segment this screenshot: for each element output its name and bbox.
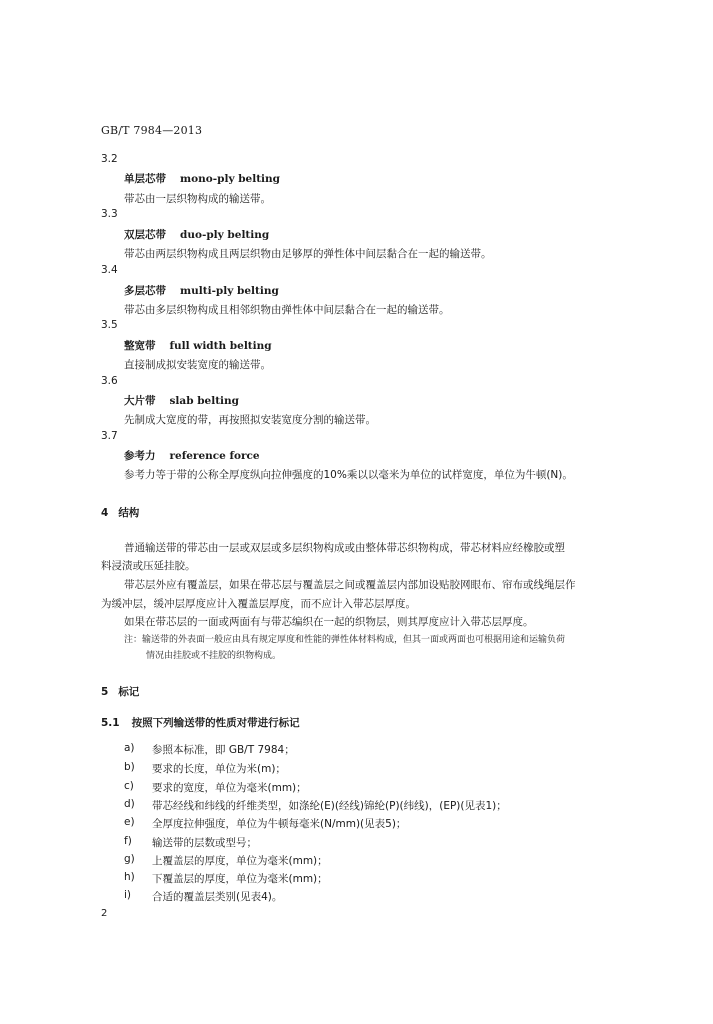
list-item [124,889,684,903]
paragraph-line: 料浸渍或压延挂胶。 [101,560,196,572]
term-chinese: 整宽带 [124,340,156,352]
term-english: full width belting [169,340,272,352]
list-item [124,742,684,756]
list-text: 参照本标准，即 GB/T 7984； [152,744,295,756]
clause-number: 3.2 [101,153,118,165]
clause-number: 3.7 [101,430,118,442]
term-chinese: 多层芯带 [124,285,166,297]
term-chinese: 参考力 [124,450,156,462]
term-entry [124,171,280,186]
subsection-title: 按照下列输送带的性质对带进行标记 [131,717,300,729]
term-english: mono-ply belting [180,173,281,185]
term-chinese: 单层芯带 [124,173,166,185]
paragraph-line: 如果在带芯层的一面或两面有与带芯编织在一起的织物层，则其厚度应计入带芯层厚度。 [124,616,534,628]
paragraph-line: 为缓冲层，缓冲层厚度应计入覆盖层厚度，而不应计入带芯层厚度。 [101,598,416,610]
list-marker: b) [124,761,135,773]
paragraph-line: 带芯层外应有覆盖层，如果在带芯层与覆盖层之间或覆盖层内部加设贴胶网眼布、帘布或线绳层作 [124,579,576,591]
term-entry [124,448,260,463]
list-item [124,780,684,794]
note-line: 情况由挂胶或不挂胶的织物构成。 [146,651,282,661]
list-text: 全厚度拉伸强度，单位为牛顿每毫米(N/mm)(见表5)； [152,818,407,830]
clause-number: 3.4 [101,264,118,276]
list-marker: a) [124,742,135,754]
term-chinese: 大片带 [124,395,156,407]
list-item [124,853,684,867]
list-marker: i) [124,889,132,901]
list-marker: g) [124,853,135,865]
subsection-number: 5.1 [101,717,120,729]
term-definition: 参考力等于带的公称全厚度纵向拉伸强度的10%乘以以毫米为单位的试样宽度，单位为牛顿(N)。 [124,469,573,481]
page-number: 2 [101,908,108,919]
term-entry [124,393,239,408]
section-heading [101,505,139,520]
section-title: 结构 [118,507,140,519]
list-item [124,761,684,775]
list-text: 带芯经线和纬线的纤维类型，如涤纶(E)(经线)锦纶(P)(纬线)，(EP)(见表1)； [152,800,507,812]
clause-number: 3.6 [101,375,118,387]
list-marker: d) [124,798,135,810]
term-definition: 先制成大宽度的带，再按照拟安装宽度分割的输送带。 [124,414,376,426]
document-id: GB/T 7984—2013 [101,124,203,137]
section-heading [101,684,139,699]
section-number: 5 [101,686,109,698]
list-item [124,871,684,885]
term-definition: 带芯由一层织物构成的输送带。 [124,193,271,205]
list-text: 合适的覆盖层类别(见表4)。 [152,891,283,903]
clause-number: 3.5 [101,319,118,331]
list-marker: c) [124,780,134,792]
term-english: slab belting [169,395,240,407]
term-english: duo-ply belting [180,229,270,241]
list-text: 要求的长度，单位为米(m)； [152,763,286,775]
term-definition: 带芯由多层织物构成且相邻织物由弹性体中间层黏合在一起的输送带。 [124,304,450,316]
clause-number: 3.3 [101,208,118,220]
list-marker: f) [124,835,132,847]
list-text: 输送带的层数或型号； [152,837,257,849]
list-item [124,835,684,849]
term-definition: 带芯由两层织物构成且两层织物由足够厚的弹性体中间层黏合在一起的输送带。 [124,248,492,260]
term-entry [124,338,272,353]
note-line: 注：输送带的外表面一般应由具有规定厚度和性能的弹性体材料构成，但其一面或两面也可根据用途和运输负荷 [124,635,566,645]
list-text: 上覆盖层的厚度，单位为毫米(mm)； [152,855,328,867]
term-chinese: 双层芯带 [124,229,166,241]
section-title: 标记 [118,686,140,698]
term-english: multi-ply belting [180,285,279,297]
section-number: 4 [101,507,109,519]
list-text: 要求的宽度，单位为毫米(mm)； [152,782,307,794]
list-marker: h) [124,871,135,883]
subsection-heading [101,715,300,730]
term-definition: 直接制成拟安装宽度的输送带。 [124,359,271,371]
term-entry [124,227,269,242]
term-entry [124,283,279,298]
term-english: reference force [169,450,260,462]
list-text: 下覆盖层的厚度，单位为毫米(mm)； [152,873,328,885]
list-item [124,816,684,830]
list-marker: e) [124,816,135,828]
paragraph-line: 普通输送带的带芯由一层或双层或多层织物构成或由整体带芯织物构成，带芯材料应经橡胶或塑 [124,542,565,554]
list-item [124,798,684,812]
